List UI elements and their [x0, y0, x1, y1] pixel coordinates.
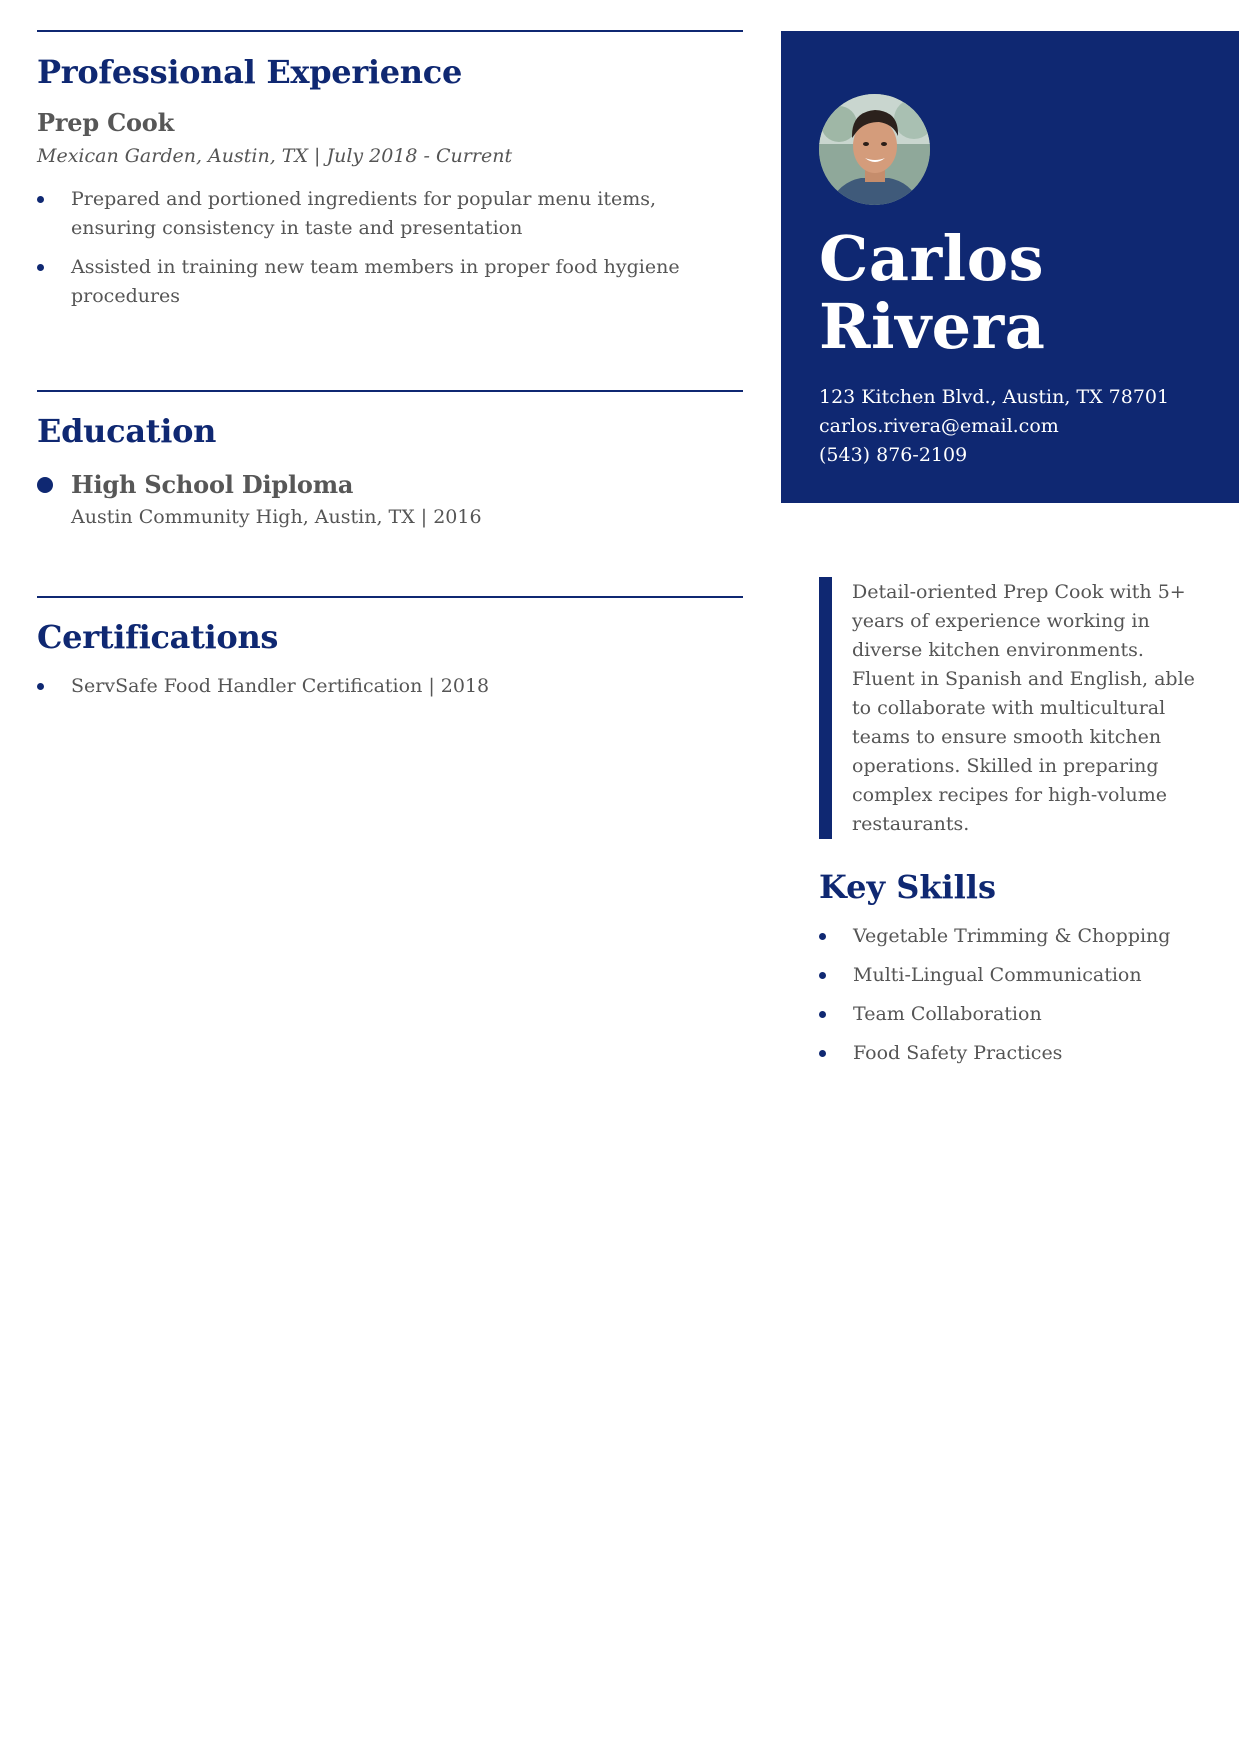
bullet-icon: [37, 264, 44, 271]
skill-text: Food Safety Practices: [853, 1042, 1063, 1064]
skills-list: [819, 922, 1219, 1068]
name-line-last: Rivera: [819, 290, 1046, 363]
name-line-first: Carlos: [819, 222, 1044, 295]
experience-section: [37, 30, 743, 390]
job-meta: Mexican Garden, Austin, TX | July 2018 - Current: [37, 145, 513, 167]
avatar-photo: [819, 94, 930, 205]
list-item: [819, 1000, 1219, 1029]
header-box: [781, 31, 1239, 503]
phone-text: (543) 876-2109: [819, 444, 968, 466]
list-item: [819, 961, 1219, 990]
bullet-icon: [37, 683, 44, 690]
bullet-icon: [819, 1050, 826, 1057]
education-degree: High School Diploma: [71, 470, 354, 499]
certifications-heading: Certifications: [37, 618, 279, 656]
bullet-icon: [37, 477, 53, 493]
contact-info: [819, 383, 1239, 470]
education-section: [37, 390, 743, 596]
job-title: Prep Cook: [37, 108, 175, 137]
avatar: [819, 94, 930, 205]
email-text: carlos.rivera@email.com: [819, 415, 1059, 437]
bullet-icon: [37, 196, 44, 203]
skill-text: Team Collaboration: [853, 1003, 1042, 1025]
certification-text: ServSafe Food Handler Certification | 2018: [71, 675, 490, 697]
certifications-list: [37, 672, 743, 701]
bullet-icon: [819, 933, 826, 940]
bullet-icon: [819, 1011, 826, 1018]
skill-text: Vegetable Trimming & Chopping: [853, 925, 1171, 947]
experience-heading: Professional Experience: [37, 53, 463, 91]
certifications-section: [37, 596, 743, 701]
bullet-text: Prepared and portioned ingredients for popular menu items, ensuring consistency in taste and presentation: [71, 187, 657, 239]
education-heading: Education: [37, 412, 217, 450]
education-school: Austin Community High, Austin, TX | 2016: [71, 505, 482, 528]
candidate-name: [819, 222, 1239, 363]
list-item: [819, 922, 1219, 951]
job-bullets: [37, 185, 743, 311]
skill-text: Multi-Lingual Communication: [853, 964, 1142, 986]
list-item: [819, 1039, 1219, 1068]
list-item: [37, 253, 743, 311]
skills-section: [819, 868, 1219, 1078]
list-item: [37, 672, 743, 701]
list-item: [37, 185, 743, 243]
summary-text: Detail-oriented Prep Cook with 5+ years of experience working in diverse kitchen environments. Fluent in Spanish and English, able to collaborate with multicultural teams to ensure smooth kitchen operations. Skilled in preparing complex recipes for high-volume restaurants.: [819, 577, 1209, 839]
address-text: 123 Kitchen Blvd., Austin, TX 78701: [819, 386, 1170, 408]
bullet-icon: [819, 972, 826, 979]
skills-heading: Key Skills: [819, 868, 996, 906]
education-entry: [37, 471, 743, 529]
bullet-text: Assisted in training new team members in proper food hygiene procedures: [71, 255, 680, 307]
left-column: [37, 30, 743, 711]
job-entry: [37, 108, 743, 311]
